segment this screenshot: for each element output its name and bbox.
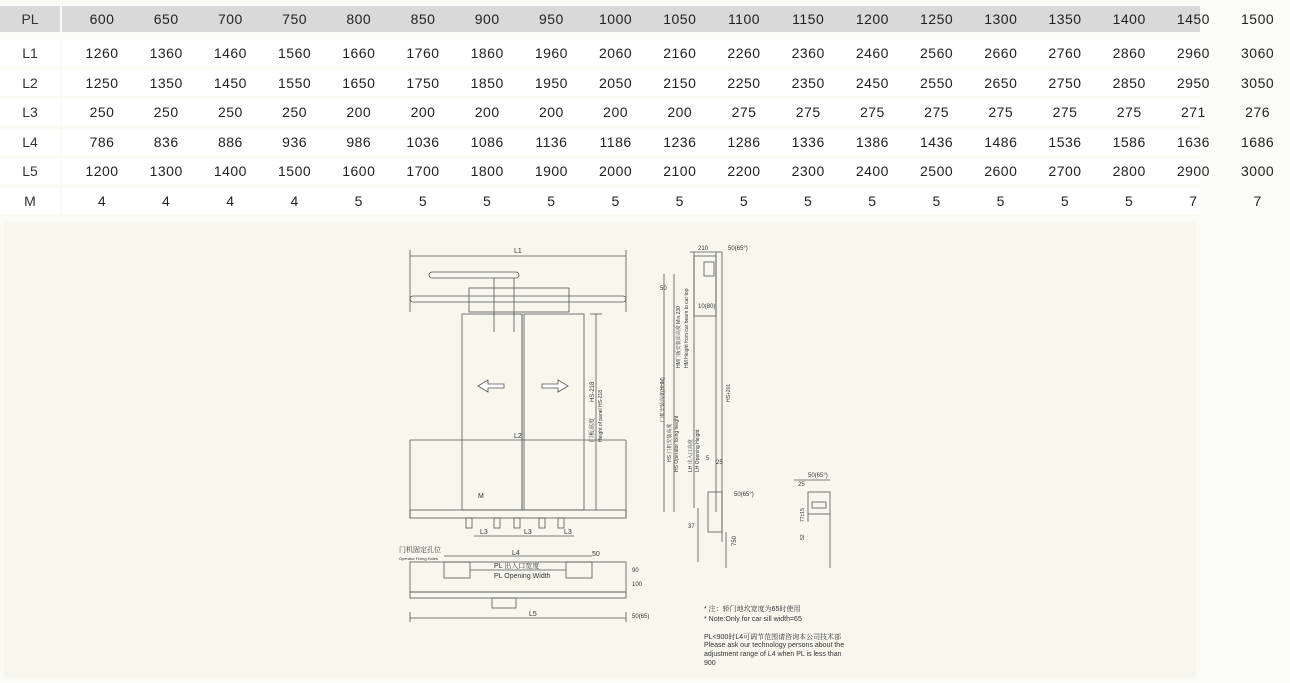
table-cell: 275: [924, 104, 950, 120]
pl-opening-en: PL Opening Width: [494, 573, 551, 580]
table-cell: 1450: [1176, 11, 1210, 27]
row-cells: [62, 99, 1271, 125]
table-cell: 5: [354, 193, 363, 209]
pl-opening-cn: PL 出入口宽度: [494, 563, 540, 570]
hs-en: HS Operator fixing height: [674, 415, 680, 472]
row-label: PL: [0, 6, 60, 32]
dim-l3-b: L3: [524, 529, 532, 536]
table-row: [0, 70, 1275, 96]
table-cell: 1560: [278, 45, 312, 61]
table-cell: 2950: [1176, 75, 1210, 91]
table-cell: 1450: [213, 75, 247, 91]
table-cell: 2800: [1112, 163, 1146, 179]
note-cn: * 注：轿门地坎宽度为65时使用: [704, 606, 801, 613]
row-label: L1: [0, 40, 60, 66]
table-cell: 1300: [149, 163, 183, 179]
table-cell: 1660: [342, 45, 376, 61]
table-cell: 5: [868, 193, 877, 209]
row-label: L4: [0, 129, 60, 155]
dim-l5: L5: [529, 611, 537, 618]
table-cell: 800: [346, 11, 372, 27]
sill-dim-52: 52: [800, 534, 806, 540]
table-cell: 2600: [984, 163, 1018, 179]
table-cell: 275: [795, 104, 821, 120]
table-cell: 5: [483, 193, 492, 209]
table-cell: 2700: [1048, 163, 1082, 179]
dim-50-front: 50: [592, 551, 600, 558]
table-cell: 700: [217, 11, 243, 27]
technical-drawing: [4, 222, 1196, 678]
table-cell: 2050: [599, 75, 633, 91]
hm-height-en: HM Height from car beam to car top: [684, 288, 690, 368]
table-cell: 7: [1189, 193, 1198, 209]
table-cell: 5: [804, 193, 813, 209]
dim-l4: L4: [512, 550, 520, 557]
table-row: [0, 188, 1262, 214]
table-cell: 1750: [406, 75, 440, 91]
table-cell: 275: [859, 104, 885, 120]
table-cell: 1200: [85, 163, 119, 179]
row-label: M: [0, 188, 60, 214]
table-cell: 275: [731, 104, 757, 120]
table-cell: 1260: [85, 45, 119, 61]
table-cell: 5: [739, 193, 749, 209]
table-cell: 2900: [1176, 163, 1210, 179]
table-row: [0, 158, 1275, 184]
dim-50-65-front: 50(65): [632, 614, 650, 620]
hm-height-cn: HM门板安装面高度 Min.230: [676, 306, 682, 368]
sill-dim-50-65: 50(65°): [808, 473, 828, 479]
table-cell: 275: [988, 104, 1014, 120]
table-cell: 1486: [984, 134, 1018, 150]
sill-dim-77: 77±15: [800, 508, 806, 522]
table-cell: 1350: [149, 75, 183, 91]
table-cell: 200: [538, 104, 564, 120]
table-cell: 1050: [663, 11, 697, 27]
row-cells: [62, 70, 1275, 96]
table-cell: 250: [89, 104, 115, 120]
table-cell: 1900: [534, 163, 568, 179]
panel-height-code: HS-218: [590, 381, 596, 402]
table-cell: 4: [97, 193, 107, 209]
table-cell: 1100: [727, 11, 761, 27]
table-cell: 1536: [1048, 134, 1082, 150]
table-cell: 1000: [599, 11, 633, 27]
table-cell: 2150: [663, 75, 697, 91]
dim-25: 25: [716, 460, 723, 466]
table-cell: 4: [162, 193, 171, 209]
table-cell: 986: [346, 134, 372, 150]
table-cell: 5: [547, 193, 556, 209]
pl-note-en-2: adjustment range of L4 when PL is less than: [704, 651, 842, 658]
table-cell: 1400: [1112, 11, 1146, 27]
table-cell: 1250: [920, 11, 954, 27]
table-cell: 786: [89, 134, 115, 150]
hs-label: HS 门机安装高度: [667, 423, 673, 462]
table-cell: 200: [603, 104, 629, 120]
table-cell: 5: [1060, 193, 1070, 209]
table-cell: 1086: [470, 134, 504, 150]
table-cell: 1350: [1048, 11, 1082, 27]
table-cell: 1036: [406, 134, 440, 150]
table-cell: 1300: [984, 11, 1018, 27]
note-en: * Note:Only for car sill width=65: [704, 616, 802, 623]
table-cell: 1500: [278, 163, 312, 179]
panel-height-en: Height of panel HS-218: [598, 390, 604, 442]
table-cell: 836: [153, 134, 179, 150]
table-row: [0, 40, 1275, 66]
dim-50-side: 50: [660, 286, 667, 292]
drawing-svg: [4, 222, 1196, 678]
table-cell: 1686: [1241, 134, 1275, 150]
table-cell: 7: [1253, 193, 1262, 209]
table-cell: 275: [1116, 104, 1142, 120]
table-cell: 271: [1180, 104, 1206, 120]
table-cell: 2660: [984, 45, 1018, 61]
table-cell: 2250: [727, 75, 761, 91]
row-cells: [62, 158, 1275, 184]
panel-height-cn: 门板高度: [590, 417, 596, 442]
table-cell: 1700: [406, 163, 440, 179]
table-cell: 276: [1245, 104, 1271, 120]
table-cell: 2850: [1112, 75, 1146, 91]
dim-90: 90: [632, 568, 639, 574]
table-cell: 200: [474, 104, 500, 120]
table-cell: 936: [282, 134, 308, 150]
table-cell: 850: [410, 11, 436, 27]
table-cell: 2400: [855, 163, 889, 179]
table-cell: 2960: [1176, 45, 1210, 61]
table-cell: 2750: [1048, 75, 1082, 91]
table-cell: 3000: [1241, 163, 1275, 179]
table-cell: 1860: [470, 45, 504, 61]
table-cell: 2160: [663, 45, 697, 61]
table-cell: 200: [346, 104, 372, 120]
dim-l3-a: L3: [480, 529, 488, 536]
table-cell: 1960: [534, 45, 568, 61]
table-cell: 1500: [1241, 11, 1275, 27]
table-cell: 200: [667, 104, 693, 120]
table-row: [0, 129, 1275, 155]
table-cell: 1200: [855, 11, 889, 27]
table-cell: 1600: [342, 163, 376, 179]
table-cell: 2200: [727, 163, 761, 179]
table-cell: 1550: [278, 75, 312, 91]
table-cell: 2860: [1112, 45, 1146, 61]
row-label: L2: [0, 70, 60, 96]
dim-5: 5: [706, 456, 710, 462]
hs-201: HS+201: [726, 383, 732, 402]
row-cells: [62, 129, 1275, 155]
table-cell: 1850: [470, 75, 504, 91]
table-cell: 1650: [342, 75, 376, 91]
table-cell: 5: [675, 193, 684, 209]
dim-210: 210: [698, 246, 709, 252]
table-cell: 1950: [534, 75, 568, 91]
table-cell: 275: [1052, 104, 1078, 120]
dim-l2: L2: [514, 433, 522, 440]
dim-m: M: [478, 493, 484, 500]
dim-50-65-side-b: 50(65°): [734, 492, 754, 498]
table-cell: 950: [538, 11, 564, 27]
table-cell: 2560: [920, 45, 954, 61]
table-cell: 1150: [792, 11, 825, 27]
table-cell: 600: [89, 11, 115, 27]
table-cell: 2650: [984, 75, 1018, 91]
sill-dim-25: 25: [798, 482, 805, 488]
table-cell: 2350: [791, 75, 825, 91]
table-cell: 1336: [791, 134, 825, 150]
pl-note-en-3: 900: [704, 660, 716, 667]
table-cell: 200: [410, 104, 436, 120]
dim-100: 100: [632, 582, 643, 588]
table-cell: 1286: [727, 134, 761, 150]
table-cell: 1360: [149, 45, 183, 61]
table-cell: 2300: [791, 163, 825, 179]
table-cell: 1636: [1176, 134, 1210, 150]
table-cell: 1400: [213, 163, 247, 179]
table-cell: 1136: [535, 134, 568, 150]
fixing-holes-en: Operator Fixing Holes: [399, 556, 438, 561]
table-cell: 2500: [920, 163, 954, 179]
table-cell: 2060: [599, 45, 633, 61]
lh-en: LH Opening Height: [695, 429, 701, 472]
row-cells: [62, 188, 1262, 214]
table-row: [0, 99, 1271, 125]
table-cell: 3050: [1241, 75, 1275, 91]
table-cell: 5: [418, 193, 428, 209]
table-header-row: [0, 6, 1275, 32]
dim-l1: L1: [514, 248, 522, 255]
table-cell: 2760: [1048, 45, 1082, 61]
table-cell: 2100: [663, 163, 697, 179]
table-cell: 1186: [599, 134, 632, 150]
table-cell: 4: [290, 193, 299, 209]
dim-l3-c: L3: [564, 529, 572, 536]
table-cell: 650: [153, 11, 179, 27]
fixing-holes-cn: 门机固定孔位: [399, 547, 441, 554]
table-cell: 750: [282, 11, 308, 27]
table-cell: 900: [474, 11, 500, 27]
lh-cn: LH 出入口高度: [688, 439, 694, 472]
dim-37: 37: [688, 524, 695, 530]
table-cell: 2260: [727, 45, 761, 61]
table-cell: 250: [282, 104, 308, 120]
table-cell: 1800: [470, 163, 504, 179]
row-cells: [62, 40, 1275, 66]
table-cell: 2360: [791, 45, 825, 61]
table-cell: 4: [226, 193, 235, 209]
table-cell: 2550: [920, 75, 954, 91]
table-cell: 2460: [855, 45, 889, 61]
table-cell: 886: [217, 134, 243, 150]
table-cell: 1250: [85, 75, 119, 91]
table-cell: 5: [996, 193, 1005, 209]
row-label: L3: [0, 99, 60, 125]
dim-10: 10(80): [698, 304, 716, 310]
table-cell: 2450: [855, 75, 889, 91]
table-cell: 3060: [1241, 45, 1275, 61]
table-cell: 1760: [406, 45, 440, 61]
fixing-height-cn: 门机安装高度(HHM): [660, 377, 666, 422]
pl-note-cn: PL<900时L4可调节范围请咨询本公司技术部: [704, 634, 842, 641]
dim-750: 750: [732, 535, 738, 546]
pl-note-en-1: Please ask our technology persons about the: [704, 642, 845, 649]
table-cell: 5: [932, 193, 941, 209]
table-cell: 1460: [213, 45, 247, 61]
table-cell: 5: [1125, 193, 1134, 209]
table-cell: 1386: [855, 134, 889, 150]
table-cell: 2000: [599, 163, 633, 179]
dim-50-65-side: 50(65°): [728, 246, 748, 252]
table-cell: 1436: [920, 134, 954, 150]
row-label: L5: [0, 158, 60, 184]
row-cells: [62, 6, 1275, 32]
table-cell: 5: [611, 193, 620, 209]
table-cell: 250: [153, 104, 179, 120]
table-cell: 1586: [1112, 134, 1146, 150]
table-cell: 1236: [663, 134, 697, 150]
table-cell: 250: [217, 104, 243, 120]
